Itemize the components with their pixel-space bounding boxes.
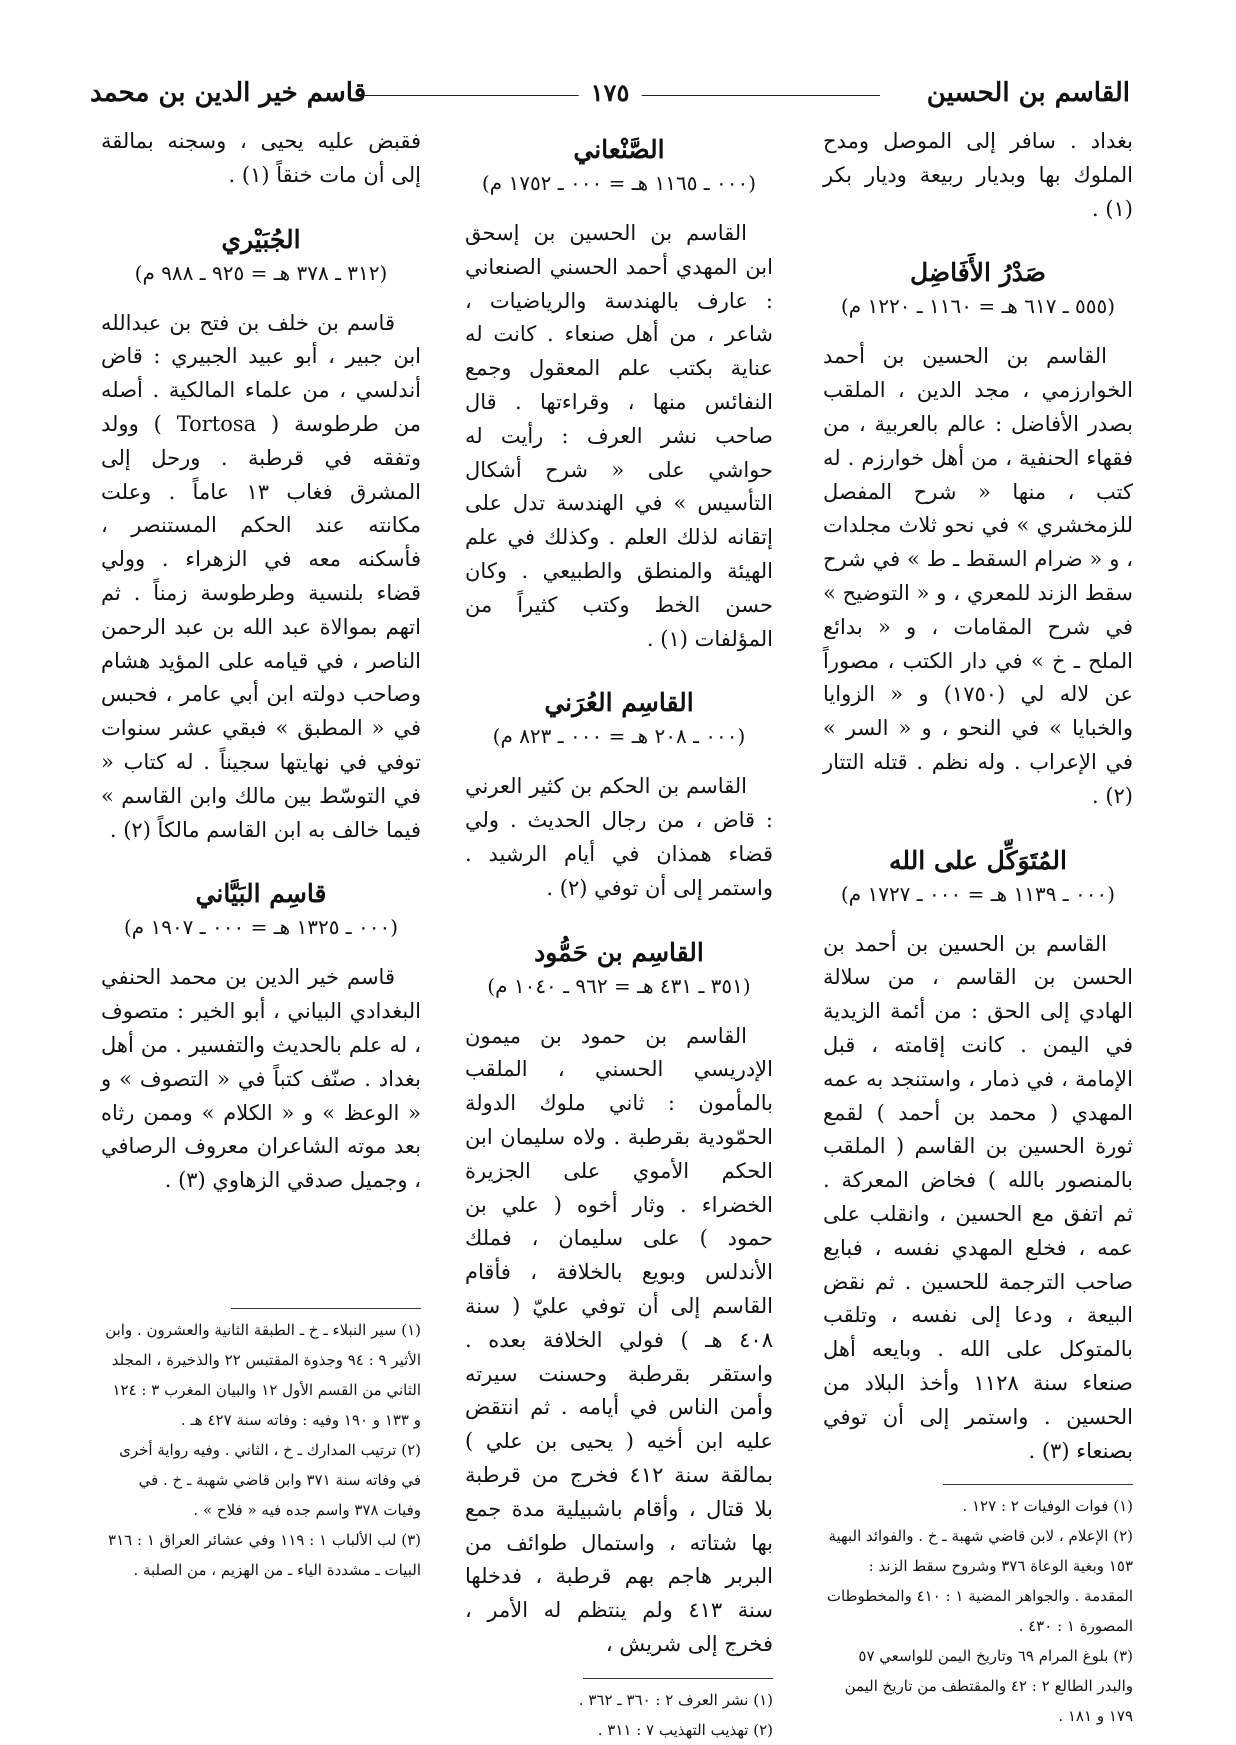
footnote: (٢) تهذيب التهذيب ٧ : ٣١١ .	[597, 1720, 773, 1739]
footnote: (٢) ترتيب المدارك ـ خ ، الثاني . وفيه رواية أخرى في وفاته سنة ٣٧١ وابن قاضي شهبة ـ خ . في وفيات ٣٧٨ واسم جده فيه « فلاح » .	[119, 1440, 421, 1519]
entry-dates: (٠٠٠ ـ ١١٣٩ هـ = ٠٠٠ ـ ١٧٢٧ م)	[840, 881, 1116, 906]
footnote: (٢) الإعلام ، لابن قاضي شهبة ـ خ . والفوائد البهية ١٥٣ وبغية الوعاة ٣٧٦ وشروح سقط الزند : المقدمة . والجواهر المضية ١ : ٤١٠ والمخطوطات المصورة ١ : ٤٣٠ .	[826, 1527, 1133, 1636]
entry-text: القاسم بن الحكم بن كثير العرني : قاض ، من رجال الحديث . ولي قضاء همذان في أيام الرشيد . واستمر إلى أن توفي (٢) .	[465, 774, 773, 900]
continuation-text: فقبض عليه يحيى ، وسجنه بمالقة إلى أن مات خنقاً (١) .	[101, 129, 421, 187]
entry-title: صَدْرُ الأَفَاضِل	[909, 258, 1047, 288]
entry-text: قاسم بن خلف بن فتح بن عبدالله ابن جبير ، أبو عبيد الجبيري : قاض أندلسي ، من علماء المالكية . أصله من طرطوسة ( Tortosa ) وولد وتفقه في قرطبة . ورحل إلى المشرق فغاب ١٣ عاماً . وعلت مكانته عند الحكم المستنصر ، فأسكنه معه في الزهراء . وولي قضاء بلنسية وطرطوسة زمناً . ثم اتهم بموالاة عبد الله بن عبد الرحمن الناصر ، في قيامه على المؤيد هشام وصاحب دولته ابن أبي عامر ، فحبس في « المطبق » فبقي عشر سنوات توفي في نهايتها سجيناً . له كتاب « في التوسّط بين مالك وابن القاسم » فيما خالف به ابن القاسم مالكاً (٢) .	[101, 310, 422, 842]
header-rule-left	[360, 95, 610, 96]
footnote: (٣) بلوغ المرام ٦٩ وتاريخ اليمن للواسعي ٥٧ والبدر الطالع ٢ : ٤٢ والمقتطف من تاريخ اليمن ١٧٩ و ١٨١ .	[844, 1647, 1133, 1726]
footnote: (١) سير النبلاء ـ خ ـ الطبقة الثانية والعشرون . وابن الأثير ٩ : ٩٤ وجذوة المقتبس ٢٢ والذخيرة ، المجلد الثاني من القسم الأول ١٢ والبيان المغرب ٣ : ١٢٤ و ١٣٣ و ١٩٠ وفيه : وفاته سنة ٤٢٧ هـ .	[105, 1320, 421, 1429]
entry-text: القاسم بن حمود بن ميمون الإدريسي الحسني ، الملقب بالمأمون : ثاني ملوك الدولة الحمّودية بقرطبة . ولاه سليمان ابن الحكم الأموي على الجزيرة الخضراء . وثار أخوه ( علي بن حمود ) على سليمان ، فملك الأندلس وبويع بالخلافة ، فأقام القاسم إلى أن توفي عليّ ( سنة ٤٠٨ هـ ) فولي الخلافة بعده . واستقر بقرطبة وحسنت سيرته وأمن الناس في أيامه . ثم انتقض عليه ابن أخيه ( يحيى بن علي ) بمالقة سنة ٤١٢ فخرج من قرطبة بلا قتال ، وأقام باشبيلية مدة جمع بها شتاته ، واستمال طوائف من البربر هاجم بهم قرطبة ، فدخلها سنة ٤١٣ ولم ينتظم له الأمر ، فخرج إلى شريش ،	[465, 1023, 773, 1656]
entry-title: المُتَوَكِّل على الله	[889, 845, 1067, 875]
footnote: (٣) لب الألباب ١ : ١١٩ وفي عشائر العراق ١ : ٣١٦ البيات ـ مشددة الياء ـ من الهزيم ، من الصلبة .	[108, 1530, 421, 1579]
entry-dates: (٠٠٠ ـ ١٣٢٥ هـ = ٠٠٠ ـ ١٩٠٧ م)	[123, 915, 399, 940]
footnote: (١) نشر العرف ٢ : ٣٦٠ ـ ٣٦٢ .	[578, 1690, 773, 1709]
entry-dates: (٠٠٠ ـ ١١٦٥ هـ = ٠٠٠ ـ ١٧٥٢ م)	[481, 171, 757, 195]
entry-text: قاسم خير الدين بن محمد الحنفي البغدادي البياني ، أبو الخير : متصوف ، له علم بالحديث والتفسير . من أهل بغداد . صنّف كتباً في « التصوف » و « الوعظ » و « الكلام » وممن رثاه بعد موته الشاعران معروف الرصافي ، وجميل صدقي الزهاوي (٣) .	[101, 965, 421, 1193]
column-middle	[465, 125, 773, 1745]
entry-text: القاسم بن الحسين بن إسحق ابن المهدي أحمد الحسني الصنعاني : عارف بالهندسة والرياضيات ، شاعر ، من أهل صنعاء . كانت له عناية بكتب علم المعقول وجمع النفائس منها ، وقراءتها . قال صاحب نشر العرف : رأيت له حواشي على « شرح أشكال التأسيس » في الهندسة تدل على إتقانه لذلك العلم . وكذلك في علم الهيئة والمنطق والطبيعي . وكان حسن الخط وكتب كثيراً من المؤلفات (١) .	[465, 221, 773, 651]
entry-text: القاسم بن الحسين بن أحمد بن الحسن بن القاسم ، من سلالة الهادي إلى الحق : من أئمة الزيدية في اليمن . كانت إقامته ، قبل الإمامة ، في ذمار ، واستنجد به عمه المهدي ( محمد بن أحمد ) لقمع ثورة الحسين بن القاسم ( الملقب بالمنصور بالله ) فخاض المعركة . ثم اتفق مع الحسين ، وانقلب على عمه ، فخلع المهدي نفسه ، فبايع صاحب الترجمة للحسين . ثم نقض البيعة ، ودعا إلى نفسه ، وتلقب بالمتوكل على الله . وبايعه أهل صنعاء سنة ١١٢٨ وأخذ البلاد من الحسين . واستمر إلى أن توفي بصنعاء (٣) .	[823, 931, 1133, 1463]
continuation-text: بغداد . سافر إلى الموصل ومدح الملوك بها وبديار ربيعة وديار بكر (١) .	[823, 129, 1133, 221]
footnote-separator	[231, 1308, 421, 1309]
page-number: ١٧٥	[579, 78, 642, 107]
header-left-title: قاسم خير الدين بن محمد	[90, 78, 367, 108]
entry-title: القاسِم بن حَمُّود	[534, 937, 704, 967]
entry-dates: (٣١٢ ـ ٣٧٨ هـ = ٩٢٥ ـ ٩٨٨ م)	[134, 260, 388, 285]
footnote-separator	[583, 1678, 773, 1679]
footnote: (١) فوات الوفيات ٢ : ١٢٧ .	[962, 1497, 1133, 1516]
column-right	[823, 125, 1133, 1731]
entry-dates: (٣٥١ ـ ٤٣١ هـ = ٩٦٢ ـ ١٠٤٠ م)	[487, 973, 751, 998]
entry-title: القاسِم العُرَني	[544, 688, 694, 718]
entry-dates: (٠٠٠ ـ ٢٠٨ هـ = ٠٠٠ ـ ٨٢٣ م)	[492, 724, 746, 749]
entry-dates: (٥٥٥ ـ ٦١٧ هـ = ١١٦٠ ـ ١٢٢٠ م)	[840, 294, 1116, 319]
footnote-separator	[943, 1484, 1133, 1485]
header-rule-right	[610, 95, 880, 96]
entry-title: قاسِم البَيَّاني	[195, 879, 327, 909]
header-right-title: القاسم بن الحسين	[926, 78, 1130, 108]
column-left	[101, 125, 421, 1585]
entry-text: القاسم بن الحسين بن أحمد الخوارزمي ، مجد الدين ، الملقب بصدر الأفاضل : عالم بالعربية ، من فقهاء الحنفية ، من أهل خوارزم . له كتب ، منها « شرح المفصل للزمخشري » في نحو ثلاث مجلدات ، و « ضرام السقط ـ ط » في شرح سقط الزند للمعري ، و « التوضيح » في شرح المقامات ، و « بدائع الملح ـ خ » في دار الكتب ، مصوراً عن لاله لي (١٧٥٠) و « الزوايا والخبايا » في النحو ، و « السر » في الإعراب . وله نظم . قتله التتار (٢) .	[823, 344, 1133, 808]
entry-title: الصَّنْعاني	[573, 135, 665, 164]
entry-title: الجُبَيْري	[221, 224, 301, 254]
running-header	[90, 78, 1130, 118]
